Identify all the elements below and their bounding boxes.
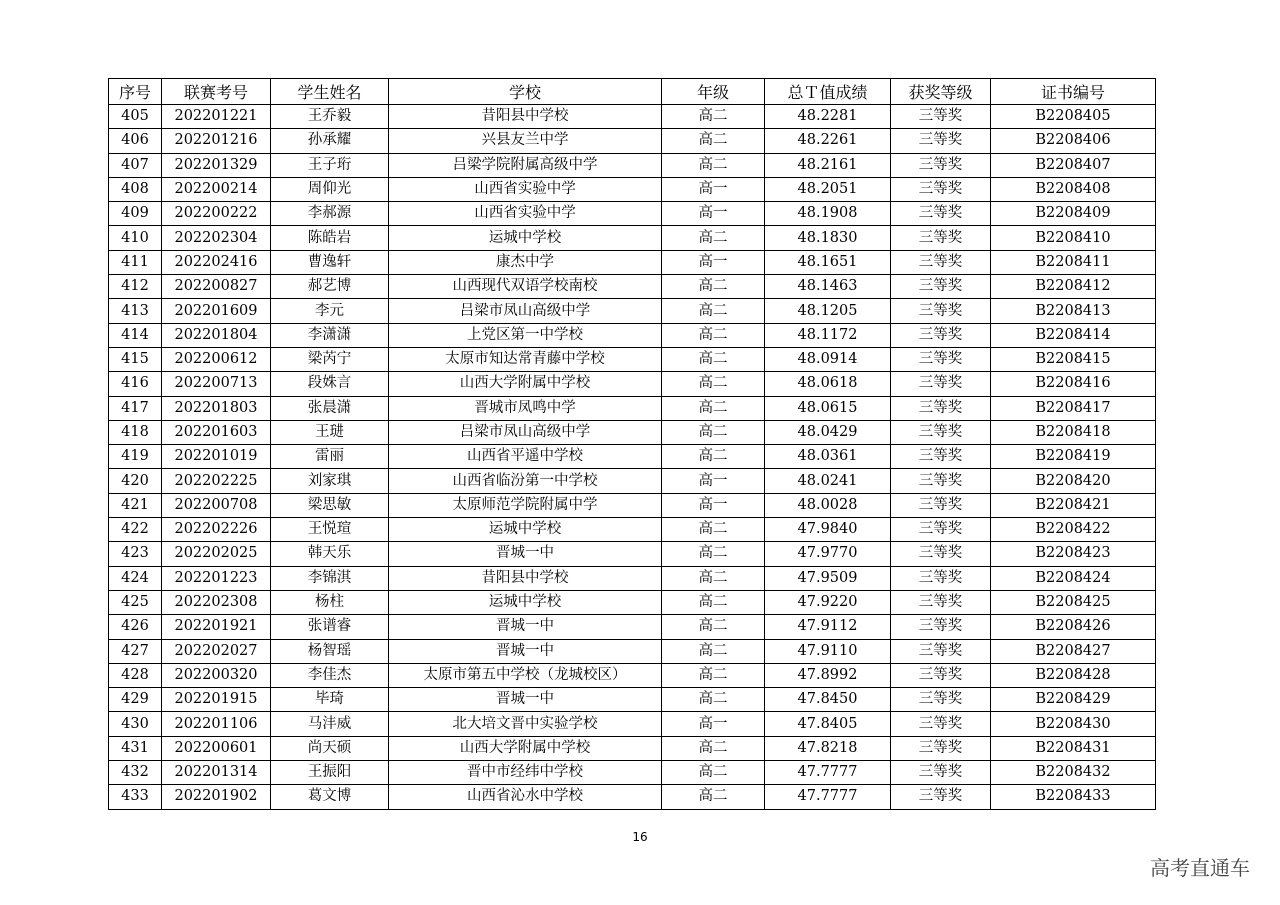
col-student-name: 孙承耀: [271, 129, 389, 153]
col-grade: 高二: [662, 420, 765, 444]
col-student-name: 刘家琪: [271, 469, 389, 493]
col-school: 晋城市凤鸣中学: [389, 396, 662, 420]
col-school: 太原师范学院附属中学: [389, 493, 662, 517]
col-t-score: 47.9220: [765, 590, 891, 614]
col-grade: 高二: [662, 372, 765, 396]
col-student-name: 王子珩: [271, 153, 389, 177]
col-index: 411: [109, 250, 162, 274]
col-index: 413: [109, 299, 162, 323]
table-row: [109, 445, 1156, 469]
col-grade: 高二: [662, 518, 765, 542]
col-award-level: 三等奖: [891, 736, 991, 760]
col-award-level: 三等奖: [891, 347, 991, 371]
col-school: 晋城一中: [389, 542, 662, 566]
col-index: 426: [109, 615, 162, 639]
col-exam-number: 202202025: [162, 542, 271, 566]
col-student-name: 王乔毅: [271, 105, 389, 129]
col-grade: 高二: [662, 736, 765, 760]
col-award-level: 三等奖: [891, 372, 991, 396]
col-t-score: 47.7777: [765, 761, 891, 785]
table-row: [109, 226, 1156, 250]
col-certificate-number: B2208429: [991, 688, 1156, 712]
col-school: 吕梁学院附属高级中学: [389, 153, 662, 177]
col-certificate-number: B2208413: [991, 299, 1156, 323]
col-certificate-number: B2208427: [991, 639, 1156, 663]
col-t-score: 47.8405: [765, 712, 891, 736]
col-exam-number: 202200320: [162, 663, 271, 687]
col-student-name: 张谱睿: [271, 615, 389, 639]
col-t-score: 48.0615: [765, 396, 891, 420]
col-student-name: 王琎: [271, 420, 389, 444]
table-row: [109, 615, 1156, 639]
watermark-logo: 高考直通车: [1150, 856, 1250, 880]
col-award-level: 三等奖: [891, 153, 991, 177]
table-row: [109, 153, 1156, 177]
col-exam-number: 202202225: [162, 469, 271, 493]
col-grade: 高二: [662, 761, 765, 785]
table-row: [109, 493, 1156, 517]
col-certificate-number: B2208417: [991, 396, 1156, 420]
col-school: 运城中学校: [389, 226, 662, 250]
col-index: 427: [109, 639, 162, 663]
col-student-name: 毕琦: [271, 688, 389, 712]
col-exam-number: 202201921: [162, 615, 271, 639]
col-student-name: 马沣威: [271, 712, 389, 736]
header-award-level: 获奖等级: [891, 79, 991, 105]
col-index: 416: [109, 372, 162, 396]
table-row: [109, 347, 1156, 371]
table-row: [109, 712, 1156, 736]
col-certificate-number: B2208415: [991, 347, 1156, 371]
col-grade: 高二: [662, 275, 765, 299]
col-certificate-number: B2208411: [991, 250, 1156, 274]
col-school: 吕梁市凤山高级中学: [389, 299, 662, 323]
col-index: 432: [109, 761, 162, 785]
col-certificate-number: B2208408: [991, 177, 1156, 201]
col-award-level: 三等奖: [891, 420, 991, 444]
col-student-name: 雷丽: [271, 445, 389, 469]
table-row: [109, 129, 1156, 153]
table-row: [109, 177, 1156, 201]
col-certificate-number: B2208432: [991, 761, 1156, 785]
col-award-level: 三等奖: [891, 445, 991, 469]
col-student-name: 李郝源: [271, 202, 389, 226]
col-school: 山西省实验中学: [389, 177, 662, 201]
col-t-score: 47.9509: [765, 566, 891, 590]
col-t-score: 48.1172: [765, 323, 891, 347]
col-exam-number: 202202308: [162, 590, 271, 614]
col-school: 山西大学附属中学校: [389, 736, 662, 760]
col-exam-number: 202201603: [162, 420, 271, 444]
col-grade: 高二: [662, 105, 765, 129]
col-grade: 高二: [662, 129, 765, 153]
col-school: 上党区第一中学校: [389, 323, 662, 347]
col-certificate-number: B2208412: [991, 275, 1156, 299]
col-award-level: 三等奖: [891, 177, 991, 201]
col-index: 410: [109, 226, 162, 250]
table-row: [109, 396, 1156, 420]
col-student-name: 王振阳: [271, 761, 389, 785]
table-row: [109, 469, 1156, 493]
col-exam-number: 202200708: [162, 493, 271, 517]
col-certificate-number: B2208421: [991, 493, 1156, 517]
col-certificate-number: B2208428: [991, 663, 1156, 687]
col-student-name: 李潇潇: [271, 323, 389, 347]
col-student-name: 曹逸轩: [271, 250, 389, 274]
col-index: 408: [109, 177, 162, 201]
col-student-name: 梁芮宁: [271, 347, 389, 371]
col-certificate-number: B2208410: [991, 226, 1156, 250]
table-row: [109, 250, 1156, 274]
col-award-level: 三等奖: [891, 785, 991, 809]
col-exam-number: 202202226: [162, 518, 271, 542]
col-school: 吕梁市凤山高级中学: [389, 420, 662, 444]
header-certificate-number: 证书编号: [991, 79, 1156, 105]
col-student-name: 尚天硕: [271, 736, 389, 760]
col-certificate-number: B2208425: [991, 590, 1156, 614]
col-exam-number: 202202027: [162, 639, 271, 663]
col-award-level: 三等奖: [891, 542, 991, 566]
col-award-level: 三等奖: [891, 202, 991, 226]
col-certificate-number: B2208419: [991, 445, 1156, 469]
table-row: [109, 105, 1156, 129]
col-t-score: 48.1205: [765, 299, 891, 323]
header-row: [109, 79, 1156, 105]
col-certificate-number: B2208420: [991, 469, 1156, 493]
col-award-level: 三等奖: [891, 275, 991, 299]
table-row: [109, 590, 1156, 614]
col-school: 山西现代双语学校南校: [389, 275, 662, 299]
col-award-level: 三等奖: [891, 299, 991, 323]
col-award-level: 三等奖: [891, 590, 991, 614]
col-index: 421: [109, 493, 162, 517]
col-school: 昔阳县中学校: [389, 105, 662, 129]
table-row: [109, 202, 1156, 226]
col-student-name: 王悦瑄: [271, 518, 389, 542]
col-index: 425: [109, 590, 162, 614]
col-grade: 高一: [662, 177, 765, 201]
col-certificate-number: B2208409: [991, 202, 1156, 226]
col-award-level: 三等奖: [891, 615, 991, 639]
col-exam-number: 202200222: [162, 202, 271, 226]
col-exam-number: 202200827: [162, 275, 271, 299]
col-student-name: 梁思敏: [271, 493, 389, 517]
col-award-level: 三等奖: [891, 712, 991, 736]
col-exam-number: 202201329: [162, 153, 271, 177]
col-award-level: 三等奖: [891, 663, 991, 687]
col-certificate-number: B2208424: [991, 566, 1156, 590]
col-t-score: 47.9112: [765, 615, 891, 639]
col-t-score: 48.0361: [765, 445, 891, 469]
col-t-score: 48.1830: [765, 226, 891, 250]
col-certificate-number: B2208406: [991, 129, 1156, 153]
col-t-score: 48.0914: [765, 347, 891, 371]
col-student-name: 葛文博: [271, 785, 389, 809]
col-t-score: 48.0618: [765, 372, 891, 396]
header-exam-number: 联赛考号: [162, 79, 271, 105]
col-school: 太原市第五中学校（龙城校区）: [389, 663, 662, 687]
col-grade: 高二: [662, 299, 765, 323]
col-index: 406: [109, 129, 162, 153]
col-index: 430: [109, 712, 162, 736]
col-grade: 高二: [662, 542, 765, 566]
col-award-level: 三等奖: [891, 639, 991, 663]
col-student-name: 周仰光: [271, 177, 389, 201]
table-row: [109, 275, 1156, 299]
col-certificate-number: B2208407: [991, 153, 1156, 177]
col-t-score: 48.2281: [765, 105, 891, 129]
table-row: [109, 372, 1156, 396]
table-header: [109, 79, 1156, 105]
col-certificate-number: B2208430: [991, 712, 1156, 736]
col-school: 运城中学校: [389, 518, 662, 542]
col-school: 晋城一中: [389, 639, 662, 663]
col-grade: 高二: [662, 347, 765, 371]
col-certificate-number: B2208433: [991, 785, 1156, 809]
col-grade: 高二: [662, 396, 765, 420]
col-grade: 高一: [662, 202, 765, 226]
col-t-score: 48.1651: [765, 250, 891, 274]
col-school: 康杰中学: [389, 250, 662, 274]
col-exam-number: 202201216: [162, 129, 271, 153]
col-award-level: 三等奖: [891, 323, 991, 347]
table-row: [109, 736, 1156, 760]
awards-table: [108, 78, 1156, 810]
col-exam-number: 202201221: [162, 105, 271, 129]
col-t-score: 47.8450: [765, 688, 891, 712]
col-award-level: 三等奖: [891, 226, 991, 250]
col-exam-number: 202201804: [162, 323, 271, 347]
col-exam-number: 202201609: [162, 299, 271, 323]
col-exam-number: 202200713: [162, 372, 271, 396]
col-student-name: 杨智瑶: [271, 639, 389, 663]
col-t-score: 47.7777: [765, 785, 891, 809]
col-exam-number: 202201019: [162, 445, 271, 469]
table-row: [109, 420, 1156, 444]
col-t-score: 48.2051: [765, 177, 891, 201]
col-index: 433: [109, 785, 162, 809]
col-index: 418: [109, 420, 162, 444]
col-t-score: 48.1908: [765, 202, 891, 226]
table-row: [109, 323, 1156, 347]
col-index: 409: [109, 202, 162, 226]
col-index: 417: [109, 396, 162, 420]
col-school: 晋中市经纬中学校: [389, 761, 662, 785]
col-certificate-number: B2208418: [991, 420, 1156, 444]
col-t-score: 47.8992: [765, 663, 891, 687]
col-grade: 高二: [662, 153, 765, 177]
col-school: 兴县友兰中学: [389, 129, 662, 153]
col-certificate-number: B2208431: [991, 736, 1156, 760]
col-index: 428: [109, 663, 162, 687]
col-grade: 高二: [662, 663, 765, 687]
col-t-score: 48.1463: [765, 275, 891, 299]
col-certificate-number: B2208422: [991, 518, 1156, 542]
col-school: 晋城一中: [389, 615, 662, 639]
header-grade: 年级: [662, 79, 765, 105]
col-t-score: 47.9840: [765, 518, 891, 542]
col-exam-number: 202201314: [162, 761, 271, 785]
col-school: 山西省沁水中学校: [389, 785, 662, 809]
col-index: 414: [109, 323, 162, 347]
col-grade: 高二: [662, 785, 765, 809]
table-row: [109, 663, 1156, 687]
col-t-score: 48.0241: [765, 469, 891, 493]
col-index: 429: [109, 688, 162, 712]
col-school: 山西省平遥中学校: [389, 445, 662, 469]
col-award-level: 三等奖: [891, 396, 991, 420]
col-award-level: 三等奖: [891, 105, 991, 129]
col-t-score: 48.2261: [765, 129, 891, 153]
col-grade: 高一: [662, 493, 765, 517]
table-row: [109, 761, 1156, 785]
col-exam-number: 202200601: [162, 736, 271, 760]
col-certificate-number: B2208426: [991, 615, 1156, 639]
col-index: 420: [109, 469, 162, 493]
col-exam-number: 202202416: [162, 250, 271, 274]
col-certificate-number: B2208405: [991, 105, 1156, 129]
col-school: 昔阳县中学校: [389, 566, 662, 590]
header-student-name: 学生姓名: [271, 79, 389, 105]
col-index: 405: [109, 105, 162, 129]
table-body: [109, 105, 1156, 810]
col-grade: 高二: [662, 639, 765, 663]
col-award-level: 三等奖: [891, 493, 991, 517]
table-row: [109, 785, 1156, 809]
col-index: 412: [109, 275, 162, 299]
col-school: 晋城一中: [389, 688, 662, 712]
col-student-name: 李元: [271, 299, 389, 323]
col-school: 山西大学附属中学校: [389, 372, 662, 396]
col-school: 山西省临汾第一中学校: [389, 469, 662, 493]
col-grade: 高二: [662, 590, 765, 614]
col-certificate-number: B2208414: [991, 323, 1156, 347]
col-student-name: 郝艺博: [271, 275, 389, 299]
col-t-score: 48.0429: [765, 420, 891, 444]
col-school: 太原市知达常青藤中学校: [389, 347, 662, 371]
col-index: 419: [109, 445, 162, 469]
col-award-level: 三等奖: [891, 469, 991, 493]
col-award-level: 三等奖: [891, 688, 991, 712]
table-row: [109, 566, 1156, 590]
col-grade: 高二: [662, 323, 765, 347]
col-grade: 高二: [662, 445, 765, 469]
col-student-name: 韩天乐: [271, 542, 389, 566]
header-index: 序号: [109, 79, 162, 105]
col-exam-number: 202201803: [162, 396, 271, 420]
col-index: 431: [109, 736, 162, 760]
col-exam-number: 202201915: [162, 688, 271, 712]
col-grade: 高一: [662, 469, 765, 493]
col-student-name: 李佳杰: [271, 663, 389, 687]
col-award-level: 三等奖: [891, 566, 991, 590]
header-school: 学校: [389, 79, 662, 105]
col-student-name: 张晨潇: [271, 396, 389, 420]
col-t-score: 47.9770: [765, 542, 891, 566]
col-award-level: 三等奖: [891, 761, 991, 785]
table-row: [109, 542, 1156, 566]
col-exam-number: 202201902: [162, 785, 271, 809]
col-t-score: 48.0028: [765, 493, 891, 517]
col-t-score: 48.2161: [765, 153, 891, 177]
col-student-name: 段姝言: [271, 372, 389, 396]
table-row: [109, 518, 1156, 542]
col-index: 422: [109, 518, 162, 542]
col-award-level: 三等奖: [891, 250, 991, 274]
col-exam-number: 202200612: [162, 347, 271, 371]
table-row: [109, 639, 1156, 663]
col-exam-number: 202201106: [162, 712, 271, 736]
col-certificate-number: B2208416: [991, 372, 1156, 396]
col-grade: 高二: [662, 615, 765, 639]
col-certificate-number: B2208423: [991, 542, 1156, 566]
col-index: 407: [109, 153, 162, 177]
col-grade: 高二: [662, 688, 765, 712]
table-row: [109, 299, 1156, 323]
col-index: 423: [109, 542, 162, 566]
col-exam-number: 202202304: [162, 226, 271, 250]
page-number: 16: [632, 830, 648, 844]
col-student-name: 杨柱: [271, 590, 389, 614]
col-index: 424: [109, 566, 162, 590]
col-t-score: 47.8218: [765, 736, 891, 760]
col-school: 山西省实验中学: [389, 202, 662, 226]
table-row: [109, 688, 1156, 712]
col-exam-number: 202201223: [162, 566, 271, 590]
col-award-level: 三等奖: [891, 129, 991, 153]
col-t-score: 47.9110: [765, 639, 891, 663]
header-t-score: 总Ｔ值成绩: [765, 79, 891, 105]
col-school: 北大培文晋中实验学校: [389, 712, 662, 736]
col-grade: 高二: [662, 226, 765, 250]
col-student-name: 陈皓岩: [271, 226, 389, 250]
col-index: 415: [109, 347, 162, 371]
col-school: 运城中学校: [389, 590, 662, 614]
col-grade: 高一: [662, 712, 765, 736]
col-grade: 高二: [662, 566, 765, 590]
col-grade: 高一: [662, 250, 765, 274]
col-award-level: 三等奖: [891, 518, 991, 542]
col-student-name: 李锦淇: [271, 566, 389, 590]
col-exam-number: 202200214: [162, 177, 271, 201]
